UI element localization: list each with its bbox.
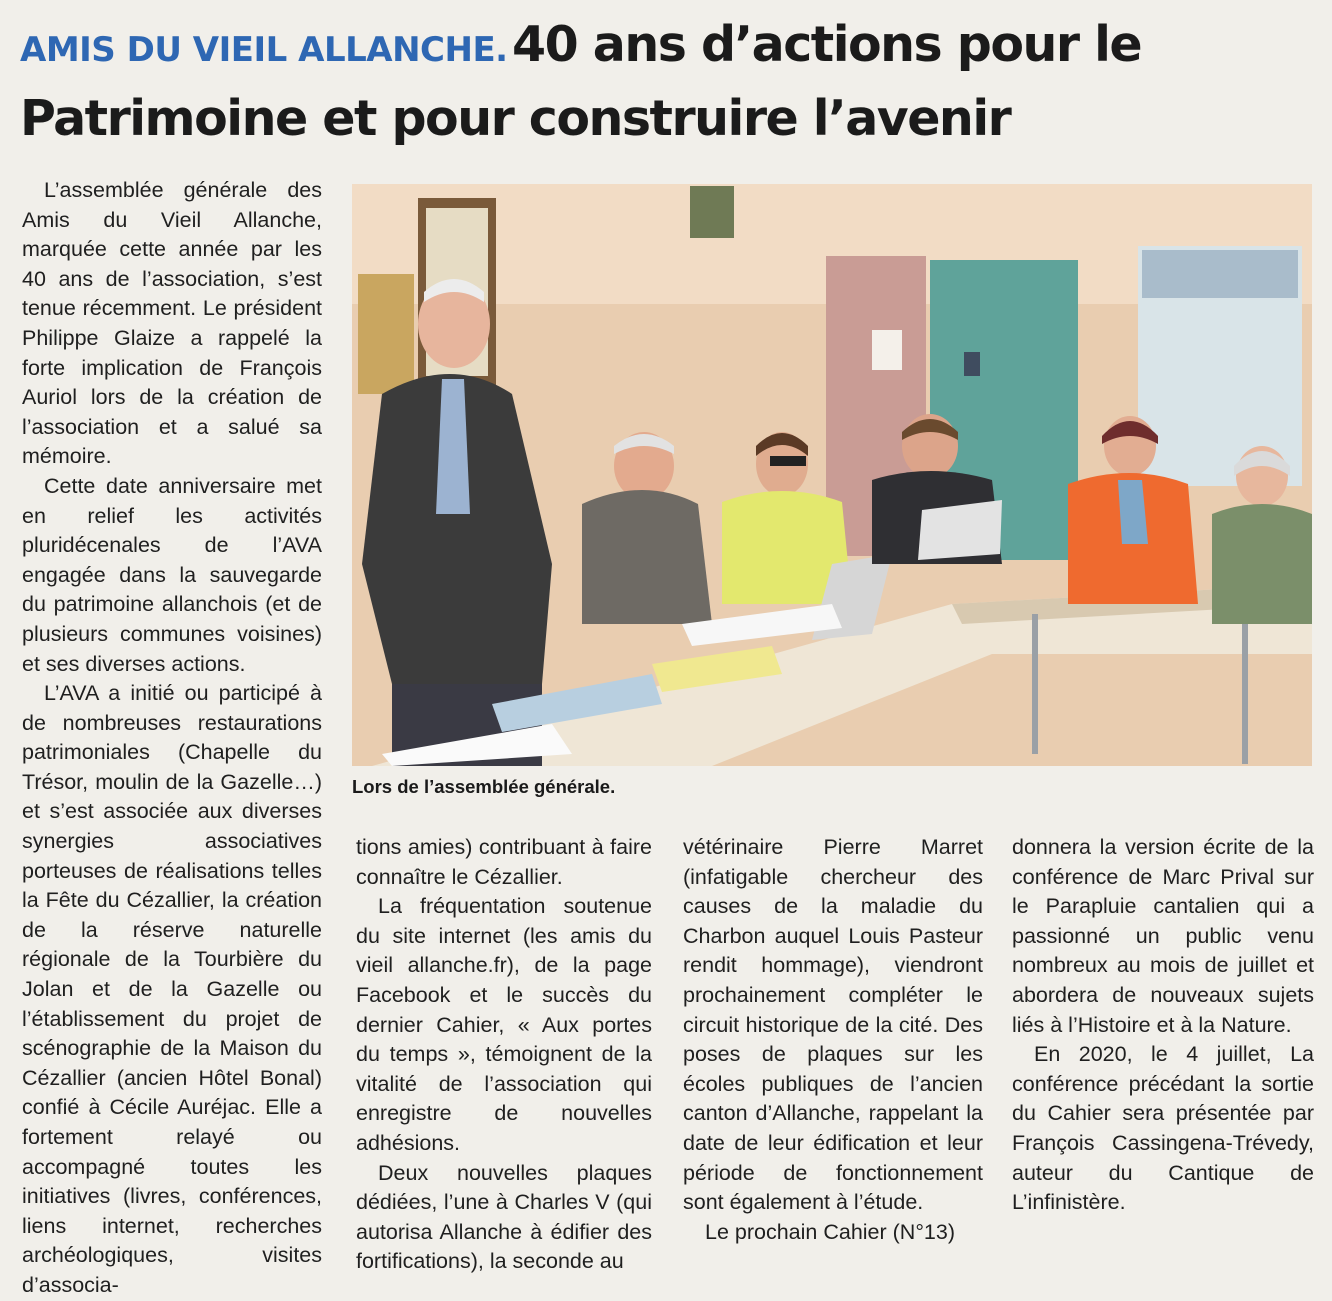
article-column-1 [22, 176, 322, 1301]
paragraph: L’AVA a initié ou participé à de nombreuses restaurations patrimoniales (Chapelle du Trésor, moulin de la Gazelle…) et s’est associée aux diverses synergies associatives porteuses de réalisations telles la Fête du Cézallier, la création de la réserve naturelle régionale de la Tourbière du Jolan et de la Gazelle ou l’établissement du projet de scénographie de la Maison du Cézallier (ancien Hôtel Bonal) confié à Cécile Auréjac. Elle a fortement relayé ou accompagné toutes les initiatives (livres, conférences, liens internet, recherches archéologiques, visites d’associa- [22, 681, 322, 1297]
paragraph: En 2020, le 4 juillet, La conférence précédant la sortie du Cahier sera présentée par François Cassingena-Trévedy, auteur du Cantique de L’infinistère. [1012, 1042, 1314, 1215]
article-column-4 [1012, 833, 1314, 1218]
paragraph: vétérinaire Pierre Marret (infatigable chercheur des causes de la maladie du Charbon auquel Louis Pasteur rendit hommage), viendront prochainement compléter le circuit historique de la cité. Des poses de plaques sur les écoles publiques de l’ancien canton d’Allanche, rappelant la date de leur édification et leur période de fonctionnement sont également à l’étude. [683, 835, 983, 1215]
photo-caption: Lors de l’assemblée générale. [352, 776, 616, 797]
paragraph: Le prochain Cahier (N°13) [705, 1219, 956, 1244]
headline-title-line1: 40 ans d’actions pour le [512, 16, 1142, 73]
paragraph: Cette date anniversaire met en relief les activités pluridécenales de l’AVA engagée dans la sauvegarde du patrimoine allanchois (et de plusieurs communes voisines) et ses diverses actions. [22, 473, 322, 676]
meeting-photo-illustration [352, 184, 1312, 766]
article-photo [352, 184, 1312, 766]
headline-title-line2: Patrimoine et pour construire l’avenir [20, 90, 1011, 147]
article-column-3 [683, 833, 983, 1247]
paragraph: La fréquentation soutenue du site internet (les amis du vieil allanche.fr), de la page Facebook et le succès du dernier Cahier, « Aux portes du temps », témoignent de la vitalité de l’association qui enregistre de nouvelles adhésions. [356, 894, 652, 1155]
article-column-2 [356, 833, 652, 1277]
headline [20, 14, 1320, 162]
paragraph: Deux nouvelles plaques dédiées, l’une à Charles V (qui autorisa Allanche à édifier des fortifications), la seconde au [356, 1160, 652, 1274]
paragraph: L’assemblée générale des Amis du Vieil Allanche, marquée cette année par les 40 ans de l’association, s’est tenue récemment. Le président Philippe Glaize a rappelé la forte implication de François Auriol lors de la création de l’association et a salué sa mémoire. [22, 178, 322, 469]
paragraph: donnera la version écrite de la conférence de Marc Prival sur le Parapluie cantalien qui a passionné un public venu nombreux au mois de juillet et abordera de nouveaux sujets liés à l’Histoire et à la Nature. [1012, 835, 1314, 1037]
headline-kicker: AMIS DU VIEIL ALLANCHE. [20, 30, 508, 70]
paragraph: tions amies) contribuant à faire connaître le Cézallier. [356, 835, 652, 889]
